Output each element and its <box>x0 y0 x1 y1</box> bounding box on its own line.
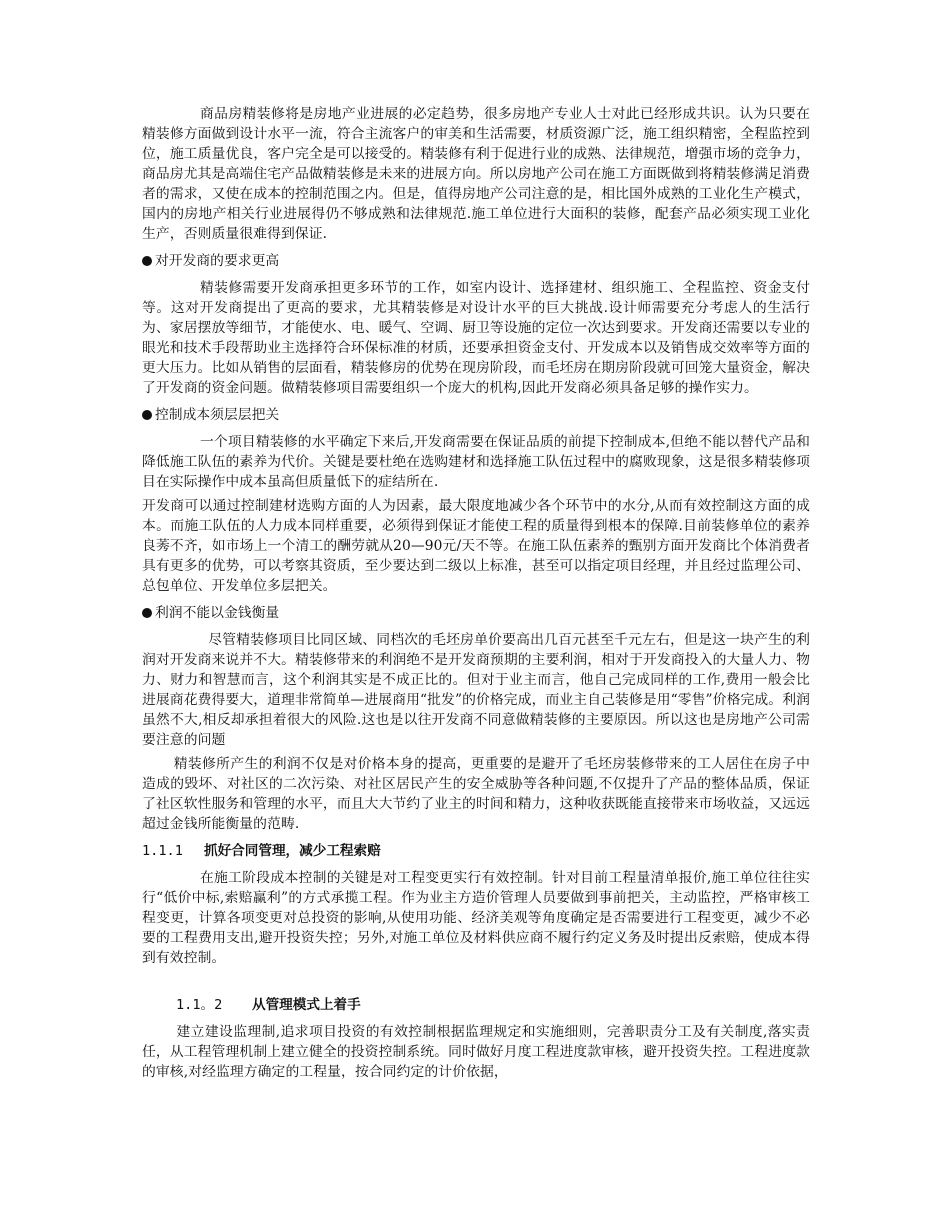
section-number: 1.1.1 <box>142 843 183 859</box>
paragraph-contract-management: 在施工阶段成本控制的关键是对工程变更实行有效控制。针对目前工程量清单报价,施工单位往往实行“低价中标,索赔赢利”的方式承揽工程。作为业主方造价管理人员要做到事前把关，主动监控，严格审核工程变更，计算各项变更对总投资的影响,从使用功能、经济美观等角度确定是否需要进行工程变更，减少不必要的工程费用支出,避开投资失控；另外,对施工单位及材料供应商不履行约定义务及时提出反索赔，使成本得到有效控制。 <box>142 870 810 966</box>
paragraph-profit-benefits: 精装修所产生的利润不仅是对价格本身的提高，更重要的是避开了毛坯房装修带来的工人居住在房子中造成的毁坏、对社区的二次污染、对社区居民产生的安全威胁等各种问题,不仅提升了产品的整体品质，保证了社区软性服务和管理的水平，而且大大节约了业主的时间和精力，这种收获既能直接带来市场收益，又远远超过金钱所能衡量的范畴. <box>142 756 810 832</box>
bullet-heading-text: 对开发商的要求更高 <box>155 253 280 269</box>
bullet-dot-icon <box>142 608 152 618</box>
document-page <box>142 104 810 1082</box>
paragraph-management-model: 建立建设监理制,追求项目投资的有效控制根据监理规定和实施细则，完善职责分工及有关制度,落实责任，从工程管理机制上建立健全的投资控制系统。同时做好月度工程进度款审核，避开投资失控。工程进度款的审核,对经监理方确定的工程量，按合同约定的计价依据， <box>142 1024 810 1080</box>
bullet-heading-cost-control <box>142 405 810 425</box>
paragraph-intro: 商品房精装修将是房地产业进展的必定趋势，很多房地产专业人士对此已经形成共识。认为只要在精装修方面做到设计水平一流，符合主流客户的审美和生活需要，材质资源广泛，施工组织精密，全程监控到位，施工质量优良，客户完全是可以接受的。精装修有利于促进行业的成熟、法律规范，增强市场的竞争力，商品房尤其是高端住宅产品做精装修是未来的进展方向。所以房地产公司在施工方面既做到将精装修满足消费者的需求，又使在成本的控制范围之内。但是，值得房地产公司注意的是，相比国外成熟的工业化生产模式，国内的房地产相关行业进展得仍不够成熟和法律规范.施工单位进行大面积的装修，配套产品必须实现工业化生产，否则质量很难得到保证. <box>142 106 810 242</box>
bullet-heading-text: 控制成本须层层把关 <box>155 407 280 423</box>
paragraph-material-purchase: 开发商可以通过控制建材选购方面的人为因素，最大限度地减少各个环节中的水分,从而有效控制这方面的成本。而施工队伍的人力成本同样重要，必须得到保证才能使工程的质量得到根本的保障.目前装修单位的素养良莠不齐，如市场上一个清工的酬劳就从20—90元/天不等。在施工队伍素养的甄别方面开发商比个体消费者具有更多的优势，可以考察其资质，至少要达到二级以上标准，甚至可以指定项目经理，并且经过监理公司、总包单位、开发单位多层把关。 <box>142 498 810 594</box>
bullet-heading-text: 利润不能以金钱衡量 <box>155 605 280 621</box>
section-title: 抓好合同管理，减少工程索赔 <box>204 843 381 859</box>
paragraph-developer-requirements: 精装修需要开发商承担更多环节的工作，如室内设计、选择建材、组织施工、全程监控、资金支付等。这对开发商提出了更高的要求，尤其精装修是对设计水平的巨大挑战.设计师需要充分考虑人的生活行为、家居摆放等细节，才能使水、电、暖气、空调、厨卫等设施的定位一次达到要求。开发商还需要以专业的眼光和技术手段帮助业主选择符合环保标准的材质，还要承担资金支付、开发成本以及销售成交效率等方面的更大压力。比如从销售的层面看，精装修房的优势在现房阶段，而毛坯房在期房阶段就可回笼大量资金，解决了开发商的资金问题。做精装修项目需要组织一个庞大的机构,因此开发商必须具备足够的操作实力。 <box>142 280 810 396</box>
paragraph-profit: 尽管精装修项目比同区域、同档次的毛坯房单价要高出几百元甚至千元左右，但是这一块产生的利润对开发商来说并不大。精装修带来的利润绝不是开发商预期的主要利润，相对于开发商投入的大量人力、物力、财力和智慧而言，这个利润其实是不成正比的。但对于业主而言，他自己完成同样的工作,费用一般会比进展商花费得要大，道理非常简单—进展商用“批发”的价格完成，而业主自己装修是用“零售”价格完成。利润虽然不大,相反却承担着很大的风险.这也是以往开发商不同意做精装修的主要原因。所以这也是房地产公司需要注意的问题 <box>142 632 810 748</box>
bullet-dot-icon <box>142 410 152 420</box>
section-heading-contract-management <box>142 841 810 861</box>
section-heading-management-model <box>176 995 810 1015</box>
section-title: 从管理模式上着手 <box>252 997 361 1013</box>
bullet-heading-developer-requirements <box>142 251 810 271</box>
paragraph-cost-control: 一个项目精装修的水平确定下来后,开发商需要在保证品质的前提下控制成本,但绝不能以替代产品和降低施工队伍的素养为代价。关键是要杜绝在选购建材和选择施工队伍过程中的腐败现象，这是很多精装修项目在实际操作中成本虽高但质量低下的症结所在. <box>142 434 810 490</box>
bullet-dot-icon <box>142 256 152 266</box>
section-number: 1.1。2 <box>176 997 223 1013</box>
bullet-heading-profit <box>142 603 810 623</box>
